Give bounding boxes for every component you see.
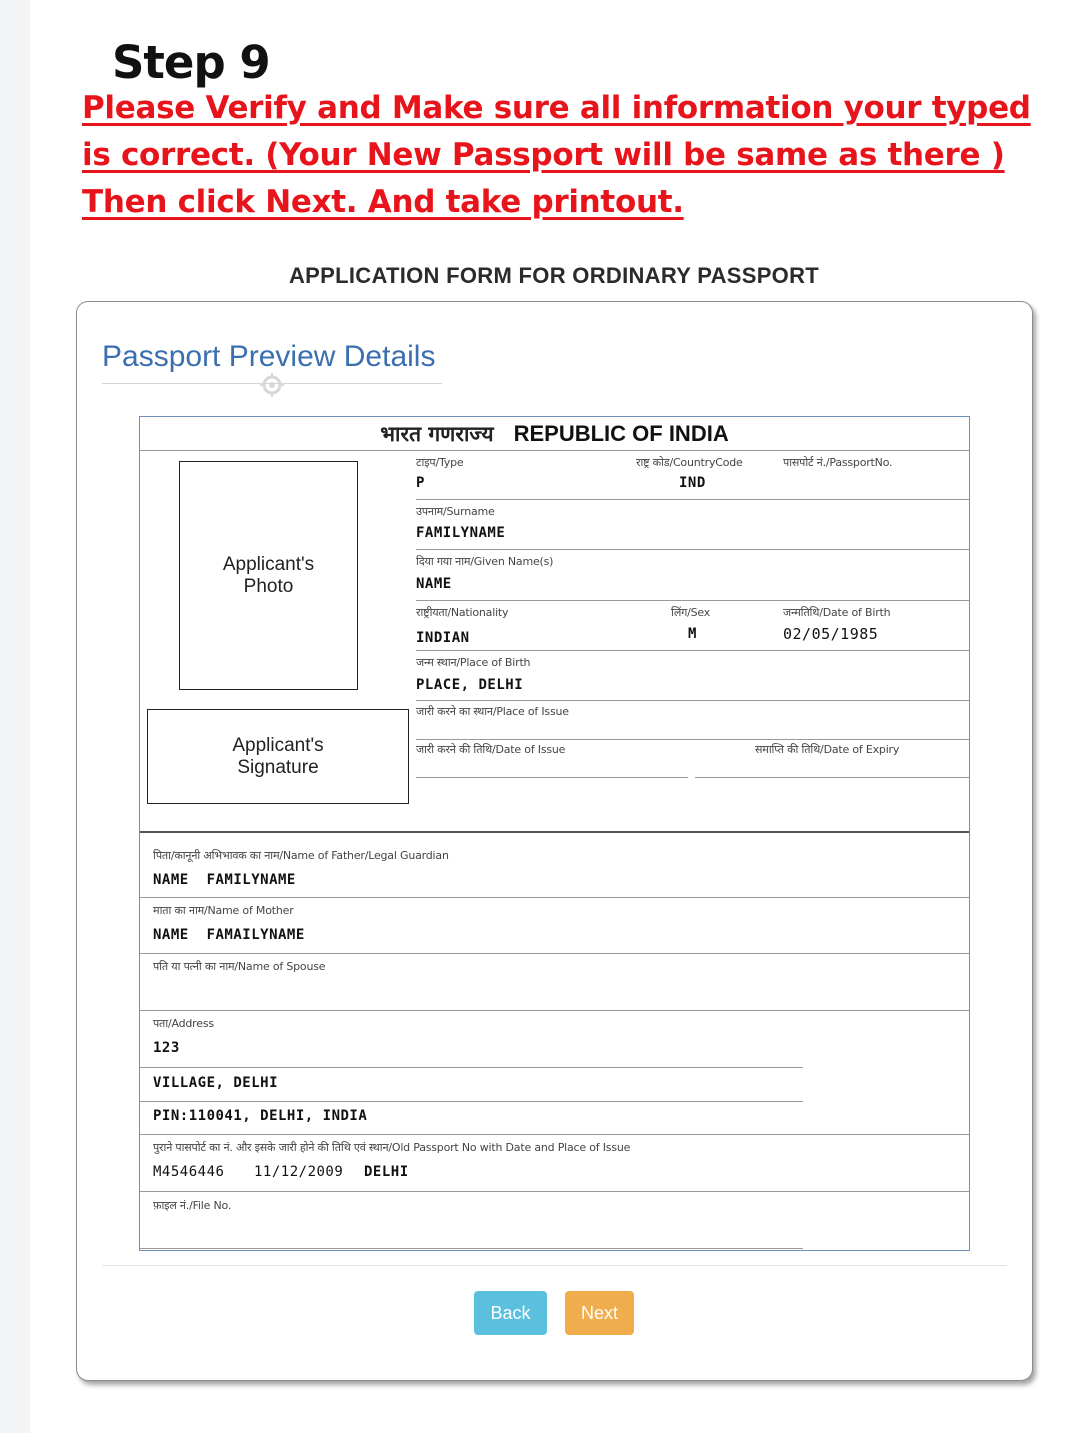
divider [416, 650, 969, 651]
footer-divider [102, 1265, 1007, 1266]
applicant-photo [179, 461, 358, 690]
divider [416, 739, 969, 740]
move-handle-icon [259, 372, 285, 398]
instruction-line-1: Please Verify and Make sure all information your typed [82, 90, 1031, 126]
given-name-label: दिया गया नाम/Given Name(s) [416, 555, 554, 568]
old-passport-place: DELHI [364, 1164, 409, 1180]
step-title: Step 9 [112, 36, 270, 89]
nationality-value: INDIAN [416, 630, 470, 646]
divider [140, 1191, 969, 1192]
preview-title: Passport Preview Details [102, 340, 436, 373]
passport-no-label: पासपोर्ट नं./PassportNo. [783, 456, 893, 469]
place-of-birth-value: PLACE, DELHI [416, 677, 524, 693]
dob-label: जन्मतिथि/Date of Birth [783, 606, 891, 619]
place-of-birth-label: जन्म स्थान/Place of Birth [416, 656, 531, 669]
form-heading: APPLICATION FORM FOR ORDINARY PASSPORT [288, 263, 820, 288]
header-english: REPUBLIC OF INDIA [513, 420, 729, 446]
father-label: पिता/कानूनी अभिभावक का नाम/Name of Father/Legal Guardian [153, 849, 449, 862]
nationality-label: राष्ट्रीयता/Nationality [416, 606, 509, 619]
old-passport-number: M4546446 [153, 1164, 225, 1180]
address-line-1: 123 [153, 1040, 180, 1056]
instruction-line-2: is correct. (Your New Passport will be same as there ) [82, 137, 1005, 173]
signature-label-1: Applicant's [232, 734, 324, 756]
photo-label-1: Applicant's [222, 553, 315, 575]
divider [140, 1248, 803, 1249]
divider [416, 600, 969, 601]
divider [416, 777, 688, 778]
date-of-issue-label: जारी करने की तिथि/Date of Issue [416, 743, 566, 756]
divider [140, 1101, 803, 1102]
passport-header [140, 417, 969, 451]
file-no-label: फ़ाइल नं./File No. [153, 1199, 232, 1212]
applicant-signature [147, 709, 409, 804]
section-divider [140, 831, 969, 833]
place-of-issue-label: जारी करने का स्थान/Place of Issue [416, 705, 569, 718]
divider [695, 777, 969, 778]
divider [140, 953, 969, 954]
header-hindi: भारत गणराज्य [380, 421, 494, 446]
divider [416, 700, 969, 701]
surname-label: उपनाम/Surname [416, 505, 495, 518]
country-code-value: IND [679, 475, 706, 491]
left-margin-strip [0, 0, 30, 1433]
back-button[interactable]: Back [474, 1291, 547, 1335]
mother-label: माता का नाम/Name of Mother [153, 904, 294, 917]
old-passport-label: पुराने पासपोर्ट का नं. और इसके जारी होने की तिथि एवं स्थान/Old Passport No with Date and Place of Issue [153, 1141, 631, 1154]
address-label: पता/Address [153, 1017, 214, 1030]
divider [140, 1010, 969, 1011]
photo-label-2: Photo [243, 575, 294, 597]
divider [140, 897, 969, 898]
address-line-3: PIN:110041, DELHI, INDIA [153, 1108, 368, 1124]
mother-value: NAME FAMAILYNAME [153, 927, 305, 943]
surname-value: FAMILYNAME [416, 525, 506, 541]
next-button[interactable]: Next [565, 1291, 634, 1335]
divider [416, 549, 969, 550]
address-line-2: VILLAGE, DELHI [153, 1075, 279, 1091]
spouse-label: पति या पत्नी का नाम/Name of Spouse [153, 960, 326, 973]
father-value: NAME FAMILYNAME [153, 872, 296, 888]
dob-value: 02/05/1985 [783, 625, 879, 643]
date-of-expiry-label: समाप्ति की तिथि/Date of Expiry [755, 743, 900, 756]
divider [140, 1067, 803, 1068]
type-label: टाइप/Type [416, 456, 464, 469]
old-passport-date: 11/12/2009 [254, 1164, 344, 1180]
instruction-line-3: Then click Next. And take printout. [82, 184, 684, 220]
divider [140, 1134, 969, 1135]
sex-value: M [688, 626, 697, 642]
given-name-value: NAME [416, 576, 452, 592]
signature-label-2: Signature [237, 756, 319, 778]
sex-label: लिंग/Sex [671, 606, 711, 619]
divider [416, 499, 969, 500]
type-value: P [416, 475, 425, 491]
country-code-label: राष्ट्र कोड/CountryCode [636, 456, 743, 469]
